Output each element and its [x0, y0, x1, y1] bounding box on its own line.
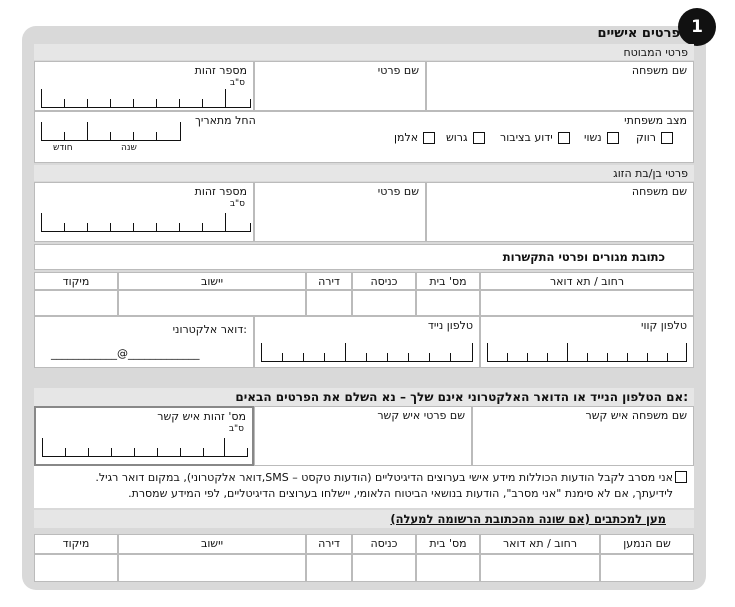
insured-id-digits	[41, 87, 251, 108]
spouse-id-field[interactable]	[34, 182, 254, 242]
spouse-band: פרטי בן/בת הזוג	[34, 165, 694, 181]
mailing-house-input[interactable]	[416, 554, 480, 582]
spouse-last-name-label: שם משפחה	[631, 185, 687, 198]
section-number-badge: 1	[678, 8, 716, 46]
insured-last-name-field[interactable]	[426, 61, 694, 111]
address-city-input[interactable]	[118, 290, 306, 316]
status-single-option[interactable]: רווק	[636, 131, 673, 144]
contact-last-name-field[interactable]	[472, 406, 694, 466]
status-common-law-checkbox[interactable]	[558, 132, 570, 144]
mailing-band: מען למכתבים (אם שונה מהכתובת הרשומה למעלה)	[34, 510, 694, 528]
mailing-col-zip: מיקוד	[34, 534, 118, 554]
mobile-phone-digits	[261, 341, 473, 362]
home-phone-label: טלפון קווי	[640, 319, 687, 332]
mailing-col-house: מס' בית	[416, 534, 480, 554]
contact-band: אם הטלפון הנייד או הדואר האלקטרוני אינם שלך – נא השלם את הפרטים הבאים:	[34, 388, 694, 406]
mailing-zip-input[interactable]	[34, 554, 118, 582]
mailing-col-entrance: כניסה	[352, 534, 416, 554]
email-field[interactable]	[34, 316, 254, 368]
consent-line-1: אני מסרב לקבל הודעות הכוללות מידע אישי בערוצים הדיגיטליים (הודעות טקסט – SMS,דואר אלקטרוני), במקום דואר רגיל.	[95, 471, 673, 484]
status-common-law-option[interactable]: ידוע בציבור	[500, 131, 570, 144]
contact-id-field[interactable]	[34, 406, 254, 466]
email-label: דואר אלקטרוני:	[172, 323, 247, 336]
status-divorced-checkbox[interactable]	[473, 132, 485, 144]
insured-last-name-label: שם משפחה	[631, 64, 687, 77]
address-house-input[interactable]	[416, 290, 480, 316]
mailing-city-input[interactable]	[118, 554, 306, 582]
insured-first-name-label: שם פרטי	[377, 64, 419, 77]
status-widowed-checkbox[interactable]	[423, 132, 435, 144]
spouse-id-digits	[41, 211, 251, 232]
consent-line-2: לידיעתך, אם לא סימנת "אני מסרב", הודעות בנושאי הביטוח הלאומי, יישלחו בערוצים הדיגיטליים, לפי המידע שמסרת.	[128, 487, 673, 500]
address-street-input[interactable]	[480, 290, 694, 316]
spouse-check-digit-label: ס"ב	[229, 199, 245, 209]
home-phone-digits	[487, 341, 687, 362]
insured-check-digit-label: ס"ב	[229, 78, 245, 88]
year-label: שנה	[121, 143, 137, 153]
contact-id-digits	[42, 436, 248, 457]
marital-status-label: מצב משפחתי	[624, 114, 687, 127]
address-col-entrance: כניסה	[352, 272, 416, 290]
address-apartment-input[interactable]	[306, 290, 352, 316]
address-col-house: מס' בית	[416, 272, 480, 290]
status-divorced-option[interactable]: גרוש	[446, 131, 485, 144]
mailing-col-city: יישוב	[118, 534, 306, 554]
spouse-first-name-field[interactable]	[254, 182, 426, 242]
since-date-digits	[41, 120, 181, 141]
address-col-apartment: דירה	[306, 272, 352, 290]
contact-last-name-label: שם משפחה איש קשר	[585, 409, 687, 422]
insured-band: פרטי המבוטח	[34, 44, 694, 60]
since-date-label: החל מתאריך	[195, 114, 256, 127]
address-entrance-input[interactable]	[352, 290, 416, 316]
address-zip-input[interactable]	[34, 290, 118, 316]
contact-id-label: מס' זהות איש קשר	[157, 410, 246, 423]
contact-first-name-field[interactable]	[254, 406, 472, 466]
insured-first-name-field[interactable]	[254, 61, 426, 111]
mailing-col-recipient: שם הנמען	[600, 534, 694, 554]
address-col-zip: מיקוד	[34, 272, 118, 290]
spouse-last-name-field[interactable]	[426, 182, 694, 242]
address-col-city: יישוב	[118, 272, 306, 290]
insured-id-field[interactable]	[34, 61, 254, 111]
refuse-digital-checkbox[interactable]	[675, 471, 687, 483]
mailing-street-input[interactable]	[480, 554, 600, 582]
status-widowed-option[interactable]: אלמן	[394, 131, 435, 144]
mailing-entrance-input[interactable]	[352, 554, 416, 582]
address-col-street: רחוב / תא דואר	[480, 272, 694, 290]
mobile-phone-label: טלפון נייד	[427, 319, 473, 332]
contact-first-name-label: שם פרטי איש קשר	[377, 409, 465, 422]
address-band: כתובת מגורים ופרטי התקשרות	[34, 244, 694, 270]
status-single-checkbox[interactable]	[661, 132, 673, 144]
mailing-recipient-input[interactable]	[600, 554, 694, 582]
spouse-id-label: מספר זהות	[194, 185, 247, 198]
mobile-phone-field[interactable]	[254, 316, 480, 368]
insured-id-label: מספר זהות	[194, 64, 247, 77]
status-married-checkbox[interactable]	[607, 132, 619, 144]
contact-check-digit-label: ס"ב	[228, 424, 244, 434]
email-input-line: ____________@_____________	[51, 347, 200, 360]
mailing-col-street: רחוב / תא דואר	[480, 534, 600, 554]
month-label: חודש	[53, 143, 73, 153]
mailing-col-apartment: דירה	[306, 534, 352, 554]
section-title: פרטים אישיים	[597, 26, 680, 41]
spouse-first-name-label: שם פרטי	[377, 185, 419, 198]
home-phone-field[interactable]	[480, 316, 694, 368]
status-married-option[interactable]: נשוי	[584, 131, 619, 144]
mailing-apartment-input[interactable]	[306, 554, 352, 582]
